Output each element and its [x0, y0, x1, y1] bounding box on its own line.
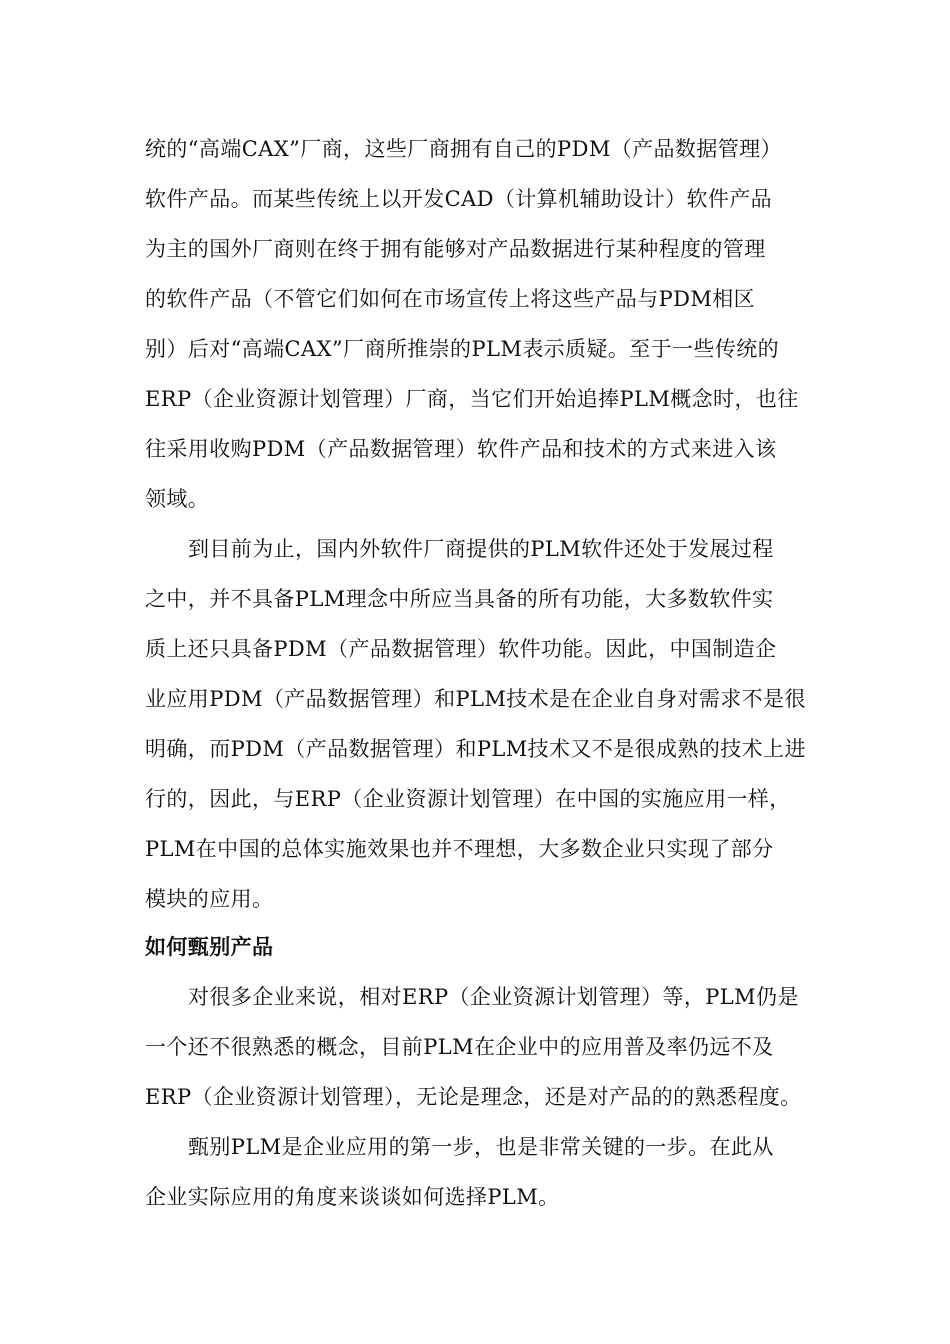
text-line: 为主的国外厂商则在终于拥有能够对产品数据进行某种程度的管理	[145, 237, 766, 261]
text-line: 行的，因此，与ERP（企业资源计划管理）在中国的实施应用一样，	[145, 787, 791, 811]
text-line: 企业实际应用的角度来谈谈如何选择PLM。	[145, 1185, 560, 1209]
text-line: ERP（企业资源计划管理），无论是理念，还是对产品的的熟悉程度。	[145, 1085, 802, 1109]
text-line: 模块的应用。	[145, 887, 274, 911]
text-line: 的软件产品（不管它们如何在市场宣传上将这些产品与PDM相区	[145, 287, 756, 311]
text-line: 质上还只具备PDM（产品数据管理）软件功能。因此，中国制造企	[145, 637, 777, 661]
text-line: 之中，并不具备PLM理念中所应当具备的所有功能，大多数软件实	[145, 587, 774, 611]
section-heading: 如何甄别产品	[145, 935, 274, 959]
text-line: 甄别PLM是企业应用的第一步，也是非常关键的一步。在此从	[188, 1135, 774, 1159]
text-line: 对很多企业来说，相对ERP（企业资源计划管理）等，PLM仍是	[188, 985, 799, 1009]
text-line: 领域。	[145, 487, 210, 511]
text-line: 统的“高端CAX”厂商，这些厂商拥有自己的PDM（产品数据管理）	[145, 137, 782, 161]
text-line: 别）后对“高端CAX”厂商所推崇的PLM表示质疑。至于一些传统的	[145, 337, 780, 361]
text-line: ERP（企业资源计划管理）厂商，当它们开始追捧PLM概念时，也往	[145, 387, 799, 411]
text-line: 明确，而PDM（产品数据管理）和PLM技术又不是很成熟的技术上进	[145, 737, 806, 761]
text-line: 业应用PDM（产品数据管理）和PLM技术是在企业自身对需求不是很	[145, 687, 806, 711]
text-line: 软件产品。而某些传统上以开发CAD（计算机辅助设计）软件产品	[145, 187, 773, 211]
text-line: PLM在中国的总体实施效果也并不理想，大多数企业只实现了部分	[145, 837, 774, 861]
text-line: 一个还不很熟悉的概念，目前PLM在企业中的应用普及率仍远不及	[145, 1035, 774, 1059]
text-line: 到目前为止，国内外软件厂商提供的PLM软件还处于发展过程	[188, 537, 774, 561]
text-line: 往采用收购PDM（产品数据管理）软件产品和技术的方式来进入该	[145, 437, 777, 461]
